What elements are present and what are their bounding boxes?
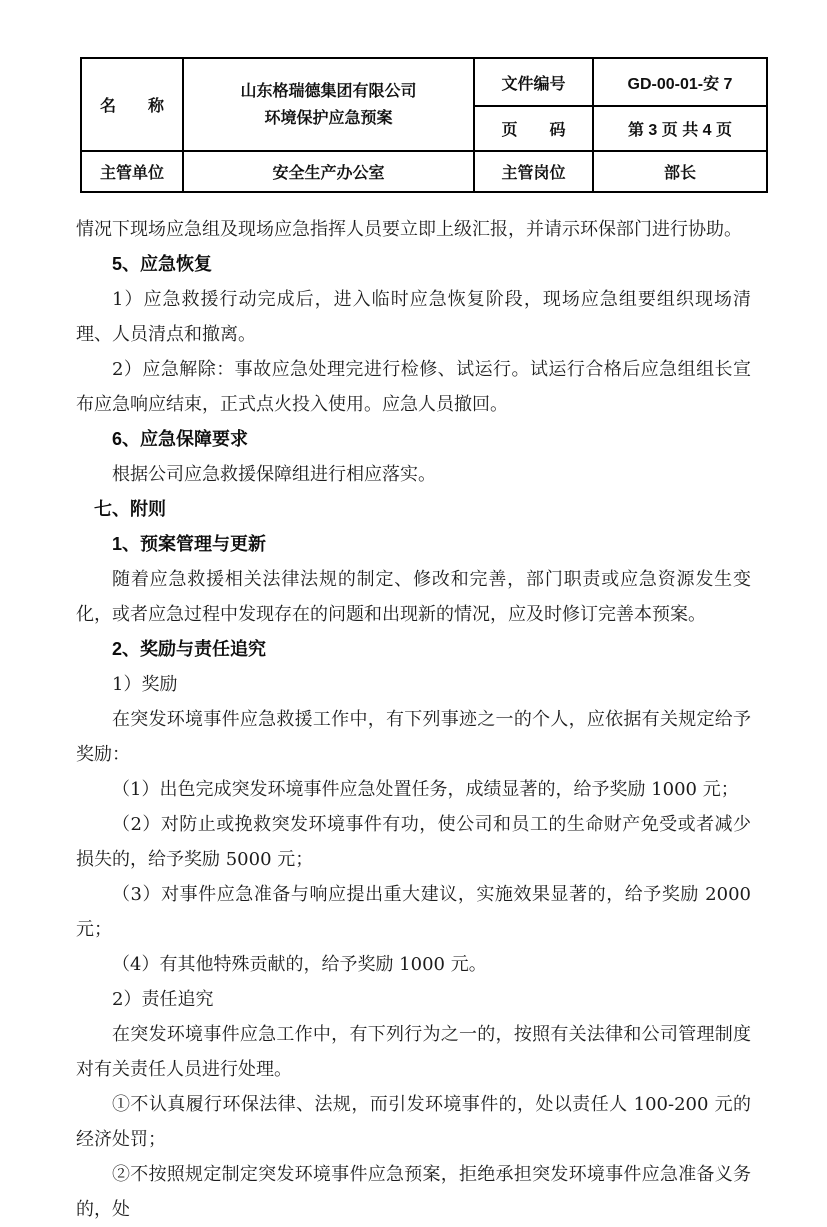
supervising-post-value: 部长 [593,151,767,192]
paragraph: （3）对事件应急准备与响应提出重大建议，实施效果显著的，给予奖励 2000 元； [76,884,751,940]
document-content [76,57,751,1227]
paragraph: 情况下现场应急组及现场应急指挥人员要立即上级汇报，并请示环保部门进行协助。 [76,219,742,240]
paragraph: （4）有其他特殊贡献的，给予奖励 1000 元。 [112,954,487,975]
section-heading: 5、应急恢复 [112,254,213,274]
name-label-cell: 名 称 [81,58,183,151]
doc-title-line1: 山东格瑞德集团有限公司 [240,82,417,100]
section-heading: 七、附则 [94,499,166,519]
paragraph: 在突发环境事件应急救援工作中，有下列事迹之一的个人，应依据有关规定给予奖励： [76,709,751,765]
paragraph: 1）应急救援行动完成后，进入临时应急恢复阶段，现场应急组要组织现场清理、人员清点和撤离。 [76,289,751,345]
document-body [76,212,751,1227]
paragraph: 2）应急解除：事故应急处理完进行检修、试运行。试运行合格后应急组组长宣布应急响应结束，正式点火投入使用。应急人员撤回。 [76,359,751,415]
paragraph: 1）奖励 [112,674,178,695]
paragraph: 在突发环境事件应急工作中，有下列行为之一的，按照有关法律和公司管理制度对有关责任人员进行处理。 [76,1024,751,1080]
doc-number-label: 文件编号 [474,58,593,106]
paragraph: ②不按照规定制定突发环境事件应急预案，拒绝承担突发环境事件应急准备义务的，处 [76,1164,751,1220]
doc-title-line2: 环境保护应急预案 [264,109,393,127]
paragraph: ①不认真履行环保法律、法规，而引发环境事件的，处以责任人 100-200 元的经济处罚； [76,1094,751,1150]
paragraph: 2）责任追究 [112,989,214,1010]
section-heading: 1、预案管理与更新 [112,534,267,554]
page-number-value: 第 3 页 共 4 页 [593,106,767,151]
doc-number-value: GD-00-01-安 7 [593,58,767,106]
section-heading: 6、应急保障要求 [112,429,249,449]
header-table [80,57,768,193]
paragraph: （1）出色完成突发环境事件应急处置任务，成绩显著的，给予奖励 1000 元； [112,779,739,800]
supervising-post-label: 主管岗位 [474,151,593,192]
paragraph: （2）对防止或挽救突发环境事件有功，使公司和员工的生命财产免受或者减少损失的，给予奖励 5000 元； [76,814,751,870]
supervising-unit-value: 安全生产办公室 [183,151,474,192]
paragraph: 随着应急救援相关法律法规的制定、修改和完善，部门职责或应急资源发生变化，或者应急过程中发现存在的问题和出现新的情况，应及时修订完善本预案。 [76,569,751,625]
supervising-unit-label: 主管单位 [81,151,183,192]
doc-title-cell [183,58,474,151]
paragraph: 根据公司应急救援保障组进行相应落实。 [112,464,436,485]
page-number-label: 页 码 [474,106,593,151]
section-heading: 2、奖励与责任追究 [112,639,267,659]
